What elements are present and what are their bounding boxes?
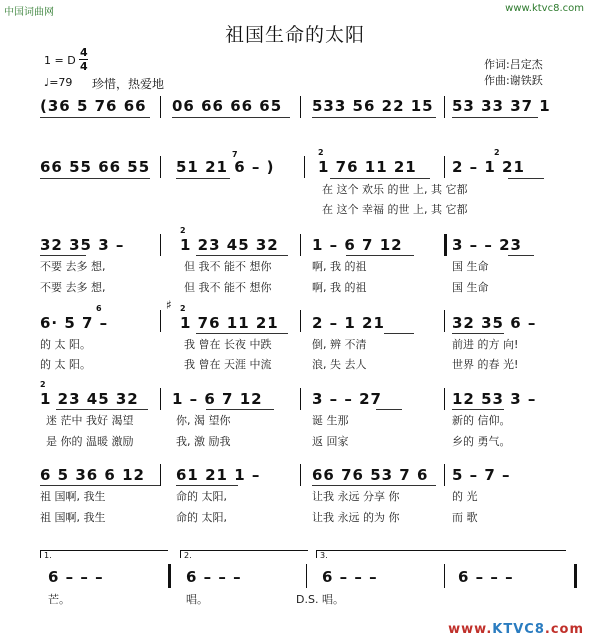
lyric-line: 的 光 <box>452 490 478 503</box>
lyric-line: 让我 永远 的为 你 <box>312 511 400 524</box>
site-name-left: 中国词曲网 <box>4 7 54 18</box>
time-signature-bottom: 4 <box>80 60 88 73</box>
lyric-line: 命的 太阳, <box>176 490 227 503</box>
lyric-line: 在 这个 欢乐 的世 上, 其 它都 <box>322 183 468 196</box>
measure: 6· 5 7 – <box>40 314 109 332</box>
lyric-line: 乡的 勇气。 <box>452 435 511 448</box>
measure: 61 21 1 – <box>176 466 261 484</box>
lyric-line: 是 你的 温暖 激励 <box>46 435 134 448</box>
measure: 66 76 53 7 6 <box>312 466 429 484</box>
lyric-line: 而 歌 <box>452 511 478 524</box>
measure: 6 5 36 6 12 <box>40 466 145 484</box>
measure: (36 5 76 66 <box>40 97 147 115</box>
measure: 6 – – – <box>458 568 514 586</box>
measure: 53 33 37 1 <box>452 97 551 115</box>
measure: 2 – 1 21 <box>312 314 385 332</box>
lyric-line: 芒。 <box>48 593 70 606</box>
lyric-line: 命的 太阳, <box>176 511 227 524</box>
measure: 1 – 6 7 12 <box>172 390 263 408</box>
lyric-line: 唱。 <box>186 593 208 606</box>
measure: 1 23 45 32 <box>40 390 139 408</box>
lyric-line: 祖 国啊, 我生 <box>40 511 106 524</box>
lyric-line: 在 这个 幸福 的世 上, 其 它都 <box>322 203 468 216</box>
lyric-line: 我 曾在 长夜 中跌 <box>184 338 272 351</box>
lyric-line: 的 太 阳。 <box>40 338 91 351</box>
measure: 6 – – – <box>48 568 104 586</box>
measure: 06 66 66 65 <box>172 97 283 115</box>
lyric-line: 我, 激 励我 <box>176 435 231 448</box>
lyric-line: D.S. 唱。 <box>296 593 344 606</box>
lyric-line: 不要 去多 想, <box>40 281 106 294</box>
measure: 12 53 3 – <box>452 390 537 408</box>
expression-mark: 珍惜，热爱地 <box>92 77 165 91</box>
lyric-line: 新的 信仰。 <box>452 414 511 427</box>
measure: 1 23 45 32 <box>180 236 279 254</box>
lyric-line: 返 回家 <box>312 435 349 448</box>
measure: 2 – 1 21 <box>452 158 525 176</box>
song-title: 祖国生命的太阳 <box>224 24 365 46</box>
lyric-line: 啊, 我 的祖 <box>312 260 367 273</box>
measure: 66 55 66 55 <box>40 158 151 176</box>
volta-3: 3. <box>320 551 328 560</box>
lyric-line: 但 我不 能不 想你 <box>184 260 272 273</box>
measure: 32 35 6 – <box>452 314 537 332</box>
volta-2: 2. <box>184 551 192 560</box>
lyric-line: 国 生命 <box>452 260 489 273</box>
measure: 3 – – 27 <box>312 390 382 408</box>
measure: 51 21 6 – ) <box>176 158 275 176</box>
lyric-line: 不要 去多 想, <box>40 260 106 273</box>
lyric-line: 让我 永远 分享 你 <box>312 490 400 503</box>
lyric-line: 迷 茫中 我好 渴望 <box>46 414 134 427</box>
measure: 1 – 6 7 12 <box>312 236 403 254</box>
time-signature-top: 4 <box>80 46 88 59</box>
measure: 3 – – 23 <box>452 236 522 254</box>
measure: 6 – – – <box>322 568 378 586</box>
measure: 533 56 22 15 <box>312 97 434 115</box>
measure: 5 – 7 – <box>452 466 511 484</box>
lyric-line: 的 太 阳。 <box>40 358 91 371</box>
volta-1: 1. <box>44 551 52 560</box>
watermark-logo: www.KTVC8.com <box>448 622 584 637</box>
measure: 32 35 3 – <box>40 236 125 254</box>
site-url-right: www.ktvc8.com <box>505 3 584 14</box>
tempo-mark: ♩=79 <box>44 76 73 89</box>
lyric-line: 祖 国啊, 我生 <box>40 490 106 503</box>
lyric-line: 你, 渴 望你 <box>176 414 231 427</box>
composer: 作曲:谢铁跃 <box>484 74 543 87</box>
lyric-line: 前进 的方 向! <box>452 338 519 351</box>
lyric-line: 倒, 辨 不清 <box>312 338 367 351</box>
lyric-line: 但 我不 能不 想你 <box>184 281 272 294</box>
lyric-line: 诞 生那 <box>312 414 349 427</box>
measure: 6 – – – <box>186 568 242 586</box>
lyric-line: 国 生命 <box>452 281 489 294</box>
measure: 1 76 11 21 <box>318 158 417 176</box>
lyric-line: 浪, 失 去人 <box>312 358 367 371</box>
lyricist: 作词:吕定杰 <box>484 58 543 71</box>
lyric-line: 我 曾在 天涯 中流 <box>184 358 272 371</box>
measure: 1 76 11 21 <box>180 314 279 332</box>
key-signature: 1 = D <box>44 54 76 67</box>
lyric-line: 世界 的春 光! <box>452 358 519 371</box>
lyric-line: 啊, 我 的祖 <box>312 281 367 294</box>
